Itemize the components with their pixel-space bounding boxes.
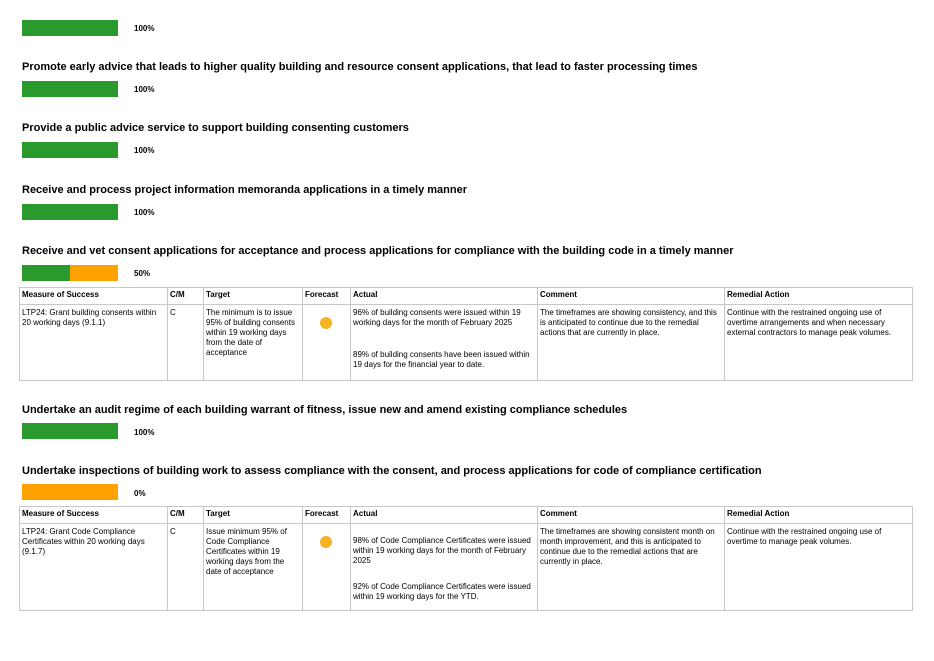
column-header: Target [204, 288, 303, 305]
section-heading: Undertake an audit regime of each building warrant of fitness, issue new and amend existing compliance schedules [22, 404, 628, 416]
progress-label: 100% [134, 24, 155, 33]
actual-month-text: 96% of building consents were issued within 19 working days for the month of February 2025 [353, 308, 521, 327]
actual-cell [351, 305, 538, 381]
progress-complete-segment [22, 204, 118, 220]
progress-remaining-segment [22, 484, 118, 500]
column-header: Target [204, 507, 303, 524]
measures-table [19, 287, 913, 381]
column-header: Comment [538, 288, 725, 305]
section-heading: Promote early advice that leads to higher quality building and resource consent applications, that lead to faster processing times [22, 61, 698, 73]
forecast-status-icon [320, 536, 332, 548]
progress-bar [22, 142, 118, 158]
target-cell: Issue minimum 95% of Code Compliance Certificates within 19 working days from the date of acceptance [204, 524, 303, 611]
progress-bar [22, 81, 118, 97]
comment-cell: The timeframes are showing consistency, and this is anticipated to continue due to the remedial actions that are currently in place. [538, 305, 725, 381]
column-header: Actual [351, 288, 538, 305]
progress-bar [22, 265, 118, 281]
progress-complete-segment [22, 20, 118, 36]
progress-label: 0% [134, 489, 146, 498]
measures-table [19, 506, 913, 611]
column-header: Remedial Action [725, 507, 913, 524]
progress-complete-segment [22, 142, 118, 158]
cm-cell: C [168, 305, 204, 381]
measure-cell: LTP24: Grant Code Compliance Certificates within 20 working days (9.1.7) [20, 524, 168, 611]
column-header: Forecast [303, 288, 351, 305]
forecast-cell [303, 524, 351, 611]
progress-complete-segment [22, 423, 118, 439]
progress-label: 50% [134, 269, 151, 278]
remedial-action-cell: Continue with the restrained ongoing use of overtime arrangements and when necessary external contractors to manage peak volumes. [725, 305, 913, 381]
progress-complete-segment [22, 81, 118, 97]
progress-complete-segment [22, 265, 70, 281]
target-cell: The minimum is to issue 95% of building consents within 19 working days from the date of acceptance [204, 305, 303, 381]
remedial-action-cell: Continue with the restrained ongoing use of overtime to manage peak volumes. [725, 524, 913, 611]
actual-ytd-text: 89% of building consents have been issued within 19 days for the financial year to date. [353, 350, 530, 369]
section-heading: Undertake inspections of building work to assess compliance with the consent, and process applications for code of compliance certification [22, 465, 762, 477]
table-header-row [20, 288, 913, 305]
table-header-row [20, 507, 913, 524]
progress-bar [22, 204, 118, 220]
column-header: C/M [168, 288, 204, 305]
section-heading: Receive and process project information memoranda applications in a timely manner [22, 184, 468, 196]
cm-cell: C [168, 524, 204, 611]
column-header: Actual [351, 507, 538, 524]
column-header: Measure of Success [20, 507, 168, 524]
column-header: Comment [538, 507, 725, 524]
progress-label: 100% [134, 85, 155, 94]
forecast-cell [303, 305, 351, 381]
table-row [20, 524, 913, 611]
forecast-status-icon [320, 317, 332, 329]
progress-label: 100% [134, 208, 155, 217]
progress-bar [22, 484, 118, 500]
column-header: Forecast [303, 507, 351, 524]
actual-ytd-text: 92% of Code Compliance Certificates were issued within 19 working days for the YTD. [353, 582, 531, 601]
column-header: C/M [168, 507, 204, 524]
section-heading: Receive and vet consent applications for acceptance and process applications for compliance with the building code in a timely manner [22, 245, 734, 257]
progress-label: 100% [134, 428, 155, 437]
measure-cell: LTP24: Grant building consents within 20 working days (9.1.1) [20, 305, 168, 381]
column-header: Measure of Success [20, 288, 168, 305]
progress-bar [22, 20, 118, 36]
actual-cell [351, 524, 538, 611]
column-header: Remedial Action [725, 288, 913, 305]
progress-remaining-segment [70, 265, 118, 281]
table-row [20, 305, 913, 381]
progress-bar [22, 423, 118, 439]
comment-cell: The timeframes are showing consistent month on month improvement, and this is anticipated to continue due to the remedial actions that are currently in place. [538, 524, 725, 611]
section-heading: Provide a public advice service to support building consenting customers [22, 122, 409, 134]
actual-month-text: 98% of Code Compliance Certificates were issued within 19 working days for the month of February 2025 [353, 536, 531, 565]
progress-label: 100% [134, 146, 155, 155]
